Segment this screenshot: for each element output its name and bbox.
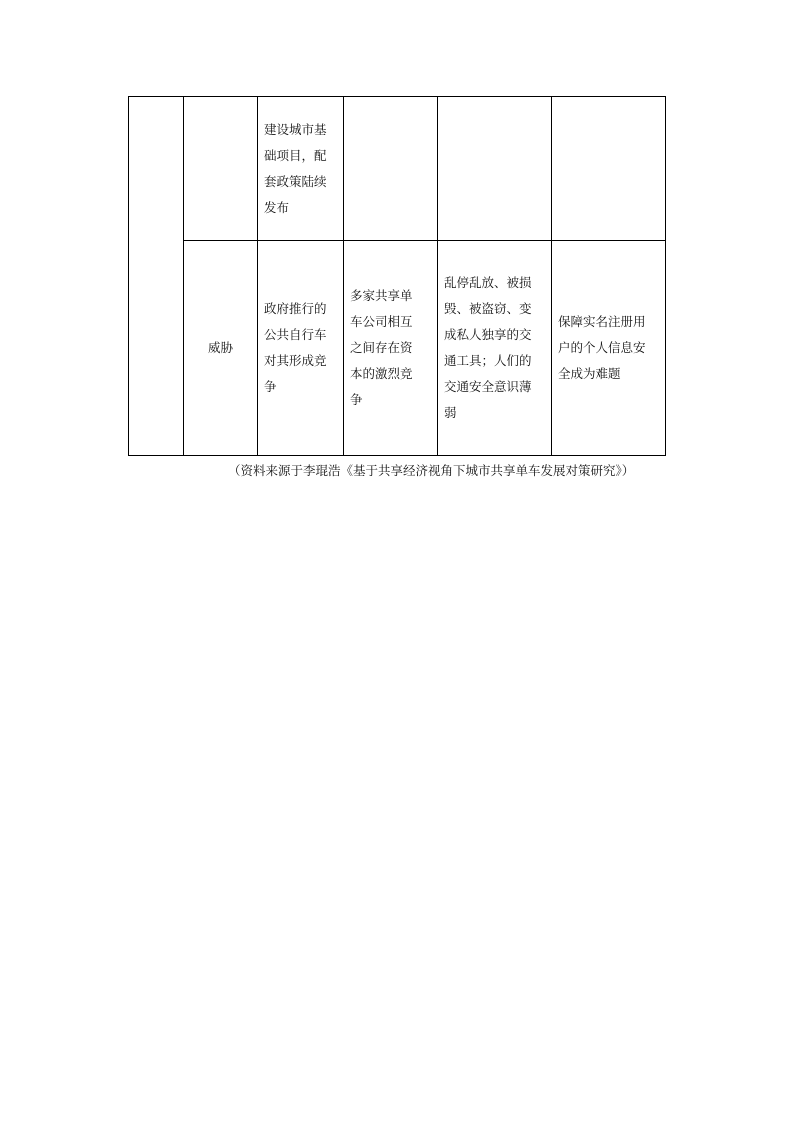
table-cell bbox=[344, 97, 438, 241]
table-cell bbox=[344, 241, 438, 456]
table-cell bbox=[552, 241, 666, 456]
table-cell-category bbox=[129, 97, 184, 456]
cell-text: 政府推行的 公共自行车 对其形成竞 争 bbox=[264, 301, 327, 394]
source-note: （资料来源于李琨浩《基于共享经济视角下城市共享单车发展对策研究》） bbox=[228, 463, 635, 478]
table-row bbox=[129, 241, 666, 456]
table-cell-summary bbox=[184, 241, 258, 456]
table-cell bbox=[258, 241, 344, 456]
table-cell bbox=[438, 97, 552, 241]
table-cell bbox=[438, 241, 552, 456]
cell-text: 保障实名注册用 户的个人信息安 全成为难题 bbox=[558, 314, 646, 381]
swot-table bbox=[128, 96, 666, 456]
table-cell-summary bbox=[184, 97, 258, 241]
cell-text: 乱停乱放、被损 毁、被盗窃、变 成私人独享的交 通工具；人们的 交通安全意识薄 弱 bbox=[444, 275, 532, 420]
table-cell bbox=[552, 97, 666, 241]
cell-text: 建设城市基 础项目，配 套政策陆续 发布 bbox=[264, 121, 327, 215]
cell-text: 多家共享单 车公司相互 之间存在资 本的激烈竞 争 bbox=[350, 288, 413, 407]
row-label-threat: 威胁 bbox=[207, 340, 233, 355]
table-cell bbox=[258, 97, 344, 241]
table-row bbox=[129, 97, 666, 241]
